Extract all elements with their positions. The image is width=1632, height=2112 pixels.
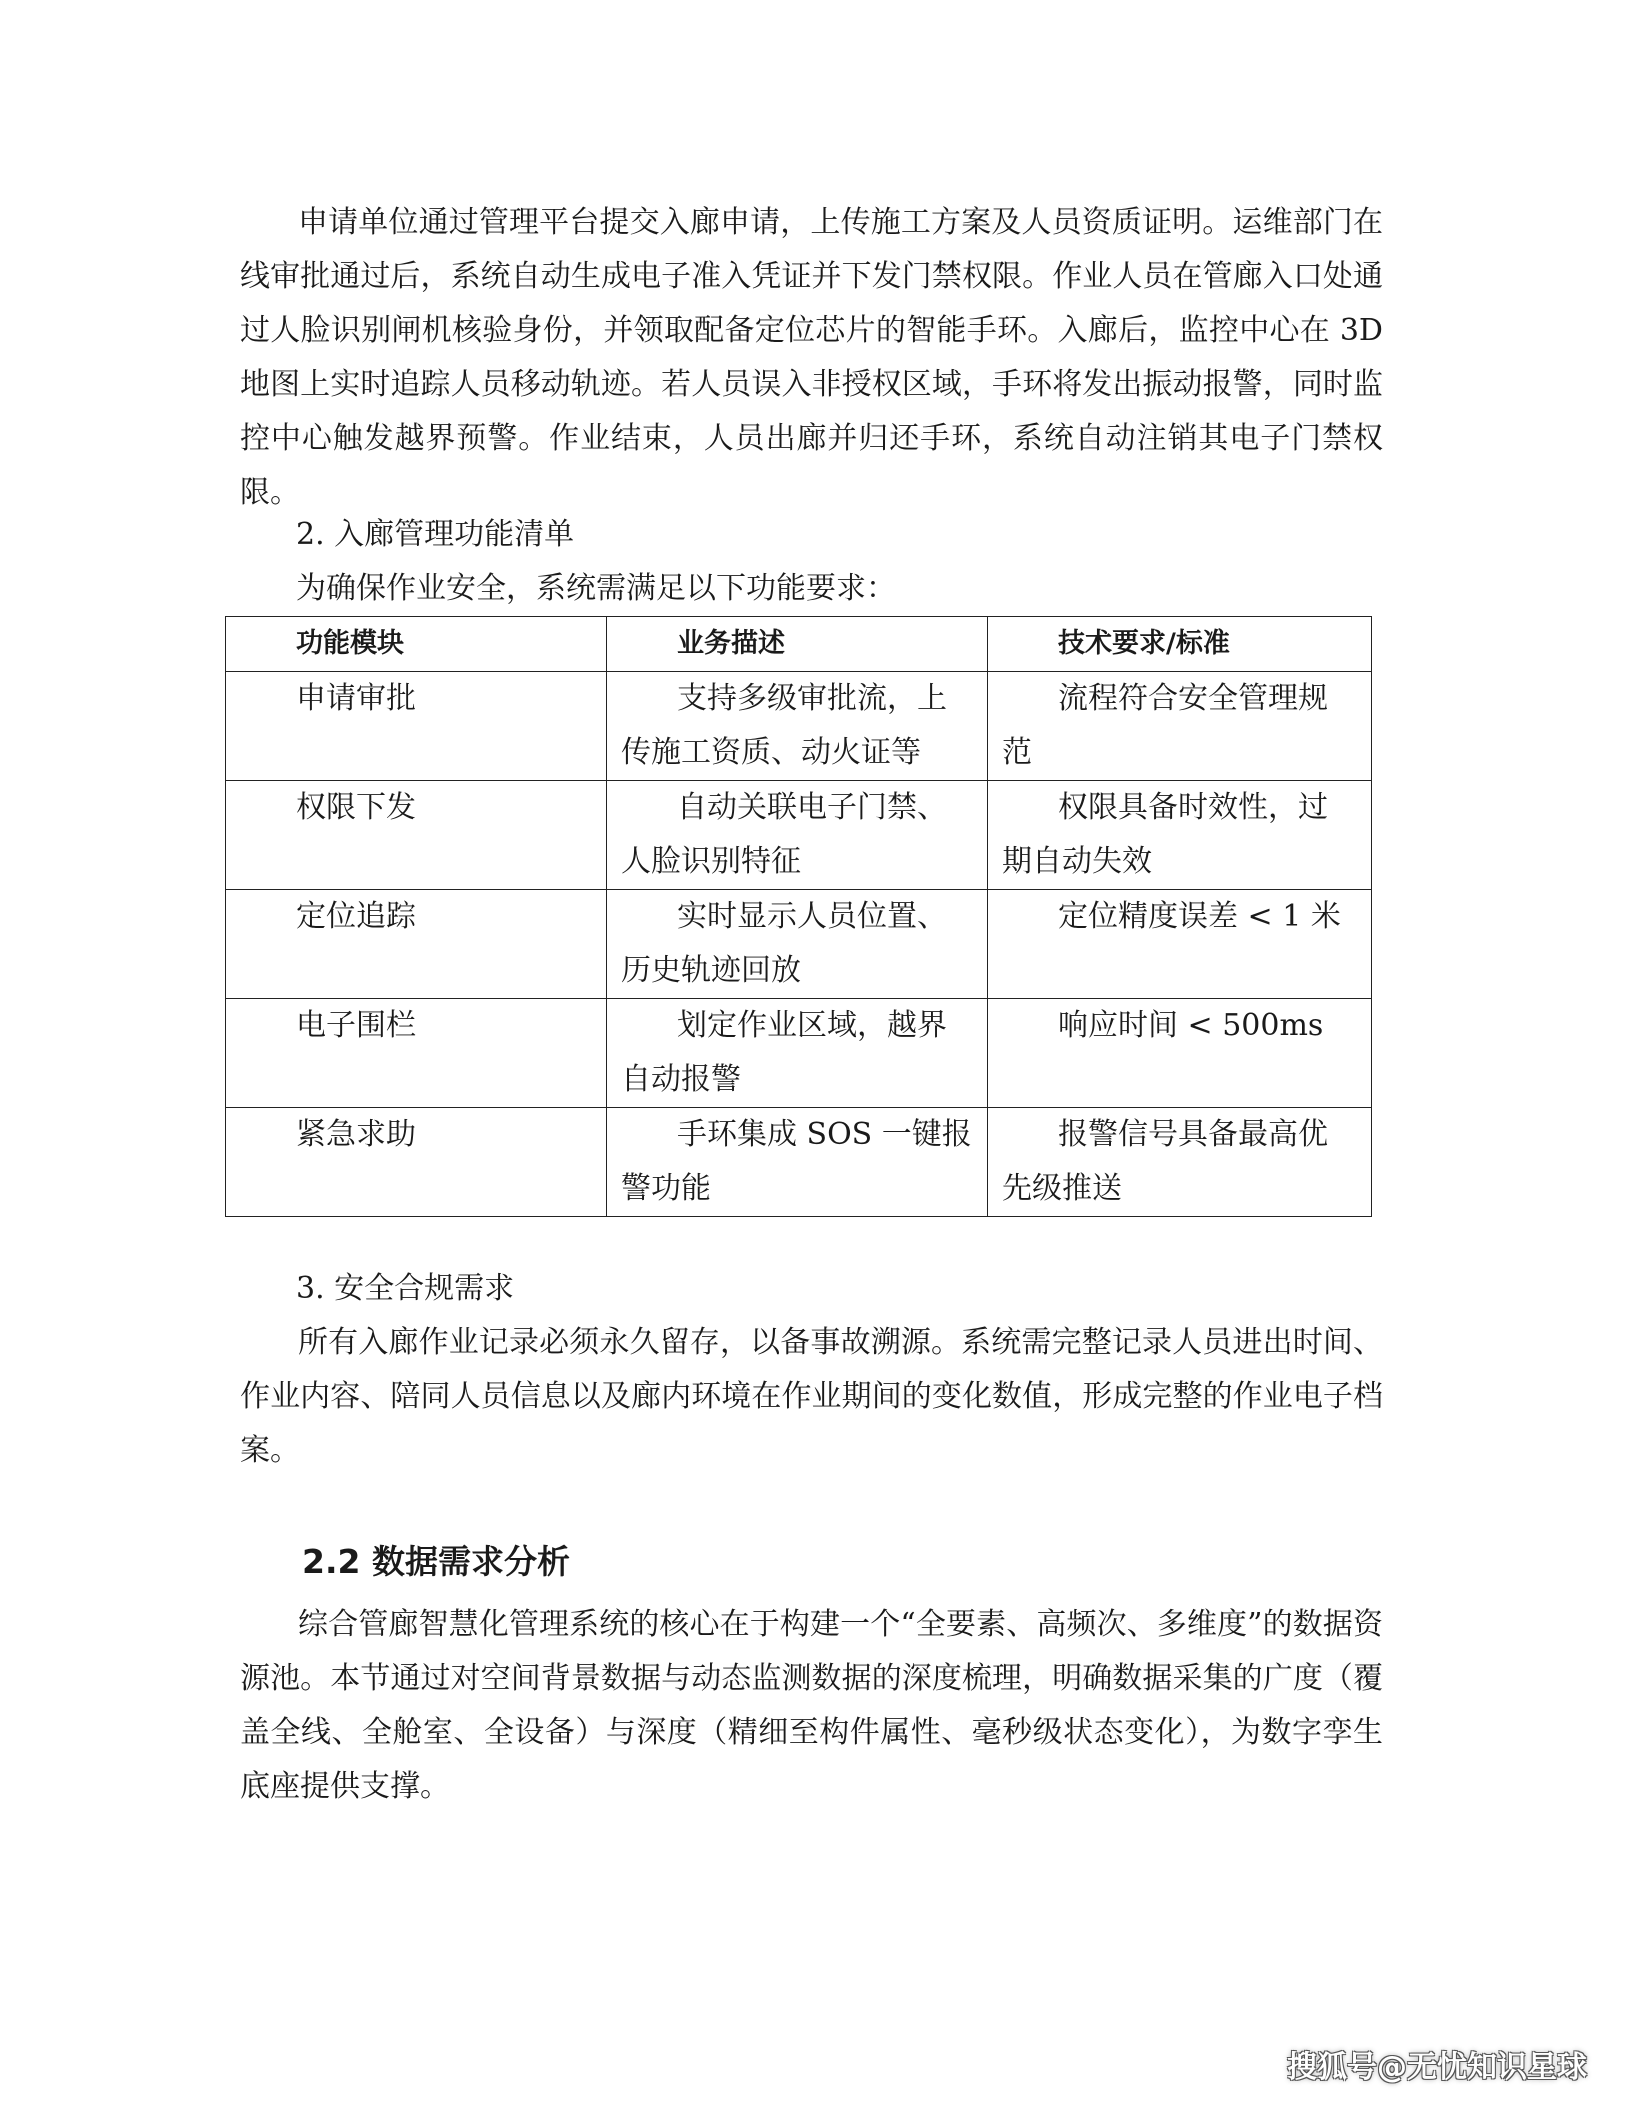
section-3-title: 3. 安全合规需求	[296, 1271, 515, 1306]
cell-requirement: 权限具备时效性，过期自动失效	[988, 781, 1372, 890]
cell-module: 定位追踪	[226, 890, 607, 999]
cell-requirement: 定位精度误差 < 1 米	[988, 890, 1372, 999]
cell-requirement: 流程符合安全管理规范	[988, 672, 1372, 781]
cell-description: 实时显示人员位置、历史轨迹回放	[607, 890, 988, 999]
header-module: 功能模块	[226, 617, 607, 672]
section-2-lead: 为确保作业安全，系统需满足以下功能要求：	[296, 571, 896, 606]
table-row	[226, 1108, 1372, 1217]
table-row	[226, 781, 1372, 890]
table-row	[226, 890, 1372, 999]
function-table	[225, 616, 1372, 1217]
cell-description: 手环集成 SOS 一键报警功能	[607, 1108, 988, 1217]
data-paragraph: 综合管廊智慧化管理系统的核心在于构建一个“全要素、高频次、多维度”的数据资源池。本节通过对空间背景数据与动态监测数据的深度梳理，明确数据采集的广度（覆盖全线、全舱室、全设备）与深度（精细至构件属性、毫秒级状态变化），为数字孪生底座提供支撑。	[240, 1607, 1383, 1804]
section-heading-2-2: 2.2 数据需求分析	[302, 1542, 570, 1581]
table-row	[226, 999, 1372, 1108]
cell-module: 权限下发	[226, 781, 607, 890]
cell-module: 申请审批	[226, 672, 607, 781]
cell-module: 紧急求助	[226, 1108, 607, 1217]
cell-requirement: 响应时间 < 500ms	[988, 999, 1372, 1108]
cell-description: 划定作业区域，越界自动报警	[607, 999, 988, 1108]
header-description: 业务描述	[607, 617, 988, 672]
cell-module: 电子围栏	[226, 999, 607, 1108]
table-row	[226, 672, 1372, 781]
cell-description: 自动关联电子门禁、人脸识别特征	[607, 781, 988, 890]
cell-requirement: 报警信号具备最高优先级推送	[988, 1108, 1372, 1217]
intro-paragraph: 申请单位通过管理平台提交入廊申请，上传施工方案及人员资质证明。运维部门在线审批通过后，系统自动生成电子准入凭证并下发门禁权限。作业人员在管廊入口处通过人脸识别闸机核验身份，并领取配备定位芯片的智能手环。入廊后，监控中心在 3D 地图上实时追踪人员移动轨迹。若人员误入非授权区域，手环将发出振动报警，同时监控中心触发越界预警。作业结束，人员出廊并归还手环，系统自动注销其电子门禁权限。	[240, 205, 1383, 510]
section-3-body: 所有入廊作业记录必须永久留存，以备事故溯源。系统需完整记录人员进出时间、作业内容、陪同人员信息以及廊内环境在作业期间的变化数值，形成完整的作业电子档案。	[240, 1325, 1383, 1468]
cell-description: 支持多级审批流，上传施工资质、动火证等	[607, 672, 988, 781]
table-header-row	[226, 617, 1372, 672]
section-2-title: 2. 入廊管理功能清单	[296, 517, 575, 552]
header-requirement: 技术要求/标准	[988, 617, 1372, 672]
watermark: 搜狐号@无忧知识星球	[1287, 2050, 1587, 2085]
